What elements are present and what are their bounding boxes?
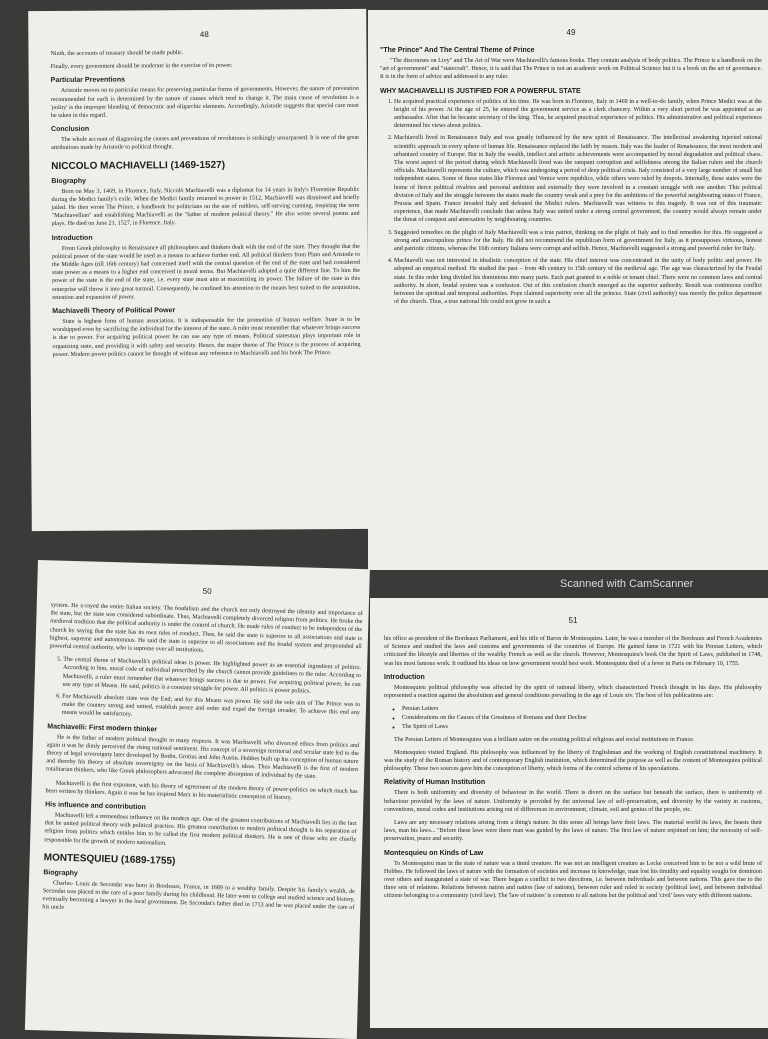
page-50	[25, 560, 370, 1039]
list-item: 2. Machiavelli lived in Renaissance Italy and was greatly influenced by the new spirit of Renaissance. The intellectual awakening injected rational scientific approach in every sphere of human life. Renaissance replaced the faith by reason. Italy was the leader of Renaissance, the most modern and urbanized country of Europe. But in Italy the wealth, intellect and artistic achievements were accompanied by moral degradation and political chaos. The worst aspect of the period during which Machiavelli lived was the rampant corruption and selfishness among the Italian rulers and the church officials. Machiavelli represents the culture, which was undergoing a period of deep political crisis. Italy consisted of a very large number of small but independent states. Some of these states like Florence and Venice were republics, while others were ruled by despots. Internally, these states were the home of fierce political rivalries and personal ambition and externally they were involved in a constant struggle with one another. This political division of Italy and the struggle between the states made the country weak and a prey for the ambitions of the powerful neighbouring states of France, Prussia and Spain. France invaded Italy and defeated the Medici rulers. Machiavelli was witness to this tragedy. It was out of this traumatic experience, that made Machiavelli conclude that unless Italy was united under a strong central government, the country would always remain under the threat of conquest and annexation by neighbouring countries.	[394, 134, 762, 224]
heading: Montesquieu on Kinds of Law	[384, 849, 484, 857]
paragraph: Charles- Louis de Secondat was born in Bordeaux, France, in 1689 to a wealthy family. Despite his family's wealth, de Secondat was placed in the care of a poor family during his childhood. He later went to college and studied science and history, eventually becoming a lawyer in the local government. De Secondat's father died in 1713 and he was placed under the care of his uncle	[42, 880, 355, 912]
heading: Introduction	[51, 234, 93, 242]
paragraph: From Greek philosophy to Renaissance all philosophers and thinkers dealt with the end of the state. They thought that the political power of the state would be used as a means to achieve further end. All political thinkers from Plato and Aristotle to the Middle Ages (till 16th century) had concerned itself with the central question of the end of the state and had considered state power as a means to a higher end conceived in moral terms. But Machiavelli adopted a quite different line. To him the power of the state is the end of the state, i.e. every state must aim at maximizing its power. The failure of the state in this enterprise will throw it into great turmoil. Consequently, he confined his attention to the means best suited to the acquisition, retention and expansion of power.	[51, 243, 361, 301]
works-list	[384, 705, 762, 731]
heading: Relativity of Human Institution	[384, 779, 486, 787]
page-number: 50	[202, 586, 212, 596]
paragraph: Machiavelli left a tremendous influence on the modern age. One of the greatest contributions of Machiavelli lies in the fact that he united political theory with political practice. His greatest contribution to modern political thought is his separation of religion from politics which entitles him to be called the first modern political thinkers. He is one of those who are chiefly responsible for the growth of modern nationalism.	[44, 812, 357, 847]
paragraph: "The discourses on Livy" and The Art of War were Machiavelli's famous books. They contain analysis of body politics. The Prince is a handbook on the "art of government" and "statecraft". Hence, it is said that The Prince is not an academic work on Political Science but it is a book on the art of governance. It is in the form of advice and addressed to any ruler.	[380, 58, 762, 81]
list-item: 3. Suggested remedies on the plight of Italy Machiavelli was a true patriot, thinking on the plight of Italy and to find remedies for this. He suggested a strong and unscrupulous prince for the Italy. He did not recommend the republican form of government for Italy, as it presupposes virtuous, honest and patriotic citizens, whereas the 16th century Italians were corrupt and selfish. Hence, Machiavelli suggested a strong and powerful ruler for Italy.	[394, 229, 762, 254]
heading: "The Prince" And The Central Theme of Prince	[380, 47, 535, 54]
section-title: MONTESQUIEU (1689-1755)	[43, 852, 176, 867]
paragraph: To Montesquieu man in the state of nature was a timid creature. He was not an intelligent creature as Locke conceived him to be nor a wild brute of Hobbes. He followed the laws of nature with the formation of societies and increase in knowledge, man lost his timidity and equality sought for dominion over others and inaugurated a state of war. There began a conflict in two directions, i.e. between individuals and between nations. This gave rise to the three sets of relations. Relations between nation and nation (law of nations), between ruler and ruled in society (political law), and between individual citizens belonging to a community (civil law). The 'law of nations' is common to all nations but the political and 'civil' laws vary with different nations.	[384, 860, 762, 900]
numbered-list	[380, 98, 762, 307]
heading: Biography	[51, 177, 87, 185]
list-item: ◦ Persian Letters	[402, 705, 762, 714]
heading: His influence and contribution	[45, 801, 146, 812]
heading: Conclusion	[50, 125, 90, 134]
paragraph: Machiavelli is the first exponent, with his theory of agreement of the modern theory of power-politics on which much has been written by thinkers. Again it was he has inspired Marx in his materialistic conception of history.	[45, 780, 358, 802]
heading: Particular Preventions	[50, 76, 126, 85]
page-number: 49	[566, 28, 576, 37]
page-51	[370, 598, 768, 1028]
list-item: ◦ Considerations on the Causes of the Greatness of Romans and their Decline	[402, 714, 762, 723]
numbered-list	[48, 656, 362, 726]
section-title: NICCOLO MACHIAVELLI (1469-1527)	[51, 159, 226, 172]
paragraph: There is both uniformity and diversity of behaviour in the world. There is divert on the surface but beneath the surface, there is uniformity of behaviour provided by the laws of nature. Uniformity is provided by the universal law of self-preservation, and diversity by the variety in customs, conventions, moral codes and institutions arising out of differences in environment, climate, soil and genius of the people, etc.	[384, 790, 762, 813]
heading: Machiavelli: First modern thinker	[47, 722, 158, 734]
page-49	[368, 10, 768, 570]
heading: Introduction	[384, 673, 425, 681]
paragraph: system. He x-rayed the entire Italian society. The feudalism and the church not only destroyed the identity and importance of the state, but the state was considered subordinate. Thus, Machiavelli completely divorced religion from politics. He broke the medieval tradition that the political authority is under the control of church. He made rules of conduct to be independent of the church by saying that the state has its own rules of conduct. Thus, he said the state is superior to all associations and state is highest, supreme and autonomous. He said the state is superior to all associations and the feudal system and propounded all powerful central authority, who is supreme over all institutions.	[49, 602, 363, 654]
paragraph: his office as president of the Bordeaux Parliament, and his title of Baron de Montesquieu. Later, he was a member of the Bordeaux and French Academies of Science and studied the laws and customs and governments of the countries of Europe. He gained fame in 1721 with his Persian Letters, which criticized the lifestyle and liberties of the wealthy French as well as the church. However, Montesquieu's book On the Spirit of Laws, published in 1748, was his most famous work. It outlined his ideas on how government would best work. Montesquieu died of a fever in Paris on February 10, 1755.	[384, 636, 762, 667]
list-item: 5. The central theme of Machiavelli's political ideas is power. He highlighted power as an essential ingredient of politics. According to him, moral code of individual prescribed by the church cannot provide guidelines to the ruler. According to Machiavelli, a ruler must remember that whatever brings success is due to power. For acquiring political power, he can use any type of Means. He said, politics is a constant struggle for power. All politics is power politics.	[62, 656, 361, 697]
heading: Biography	[43, 869, 78, 878]
page-number: 48	[199, 29, 209, 39]
paragraph: Born on May 3, 1469, in Florence, Italy, Niccolò Machiavelli was a diplomat for 14 years in Italy's Florentine Republic during the Medici family's exile. When the Medici family returned to power in 1512, Machiavelli was dismissed and briefly jailed. He then wrote The Prince, a handbook for politicians on the use of ruthless, self-serving cunning, inspiring the term "Machiavellian" and establishing Machiavelli as the "father of modern political theory." He also wrote several poems and plays. He died on June 21, 1527, in Florence, Italy.	[51, 186, 360, 228]
paragraph: Montesquieu political philosophy was affected by the spirit of rational liberty, which characterized French thought in his days. His philosophy represented a reaction against the absolutism and general conditions prevailing in the age of Louis xiv. The best of his publications are:	[384, 684, 762, 700]
paragraph: He is the father of modern political thought in many respects. It was Machiavelli who divorced ethics from politics and again it was he dimly perceived the rising national sentiment. His concept of a sovereign territorial and secular state led to the theory of legal sovereignty later developed by Bodin, Grotius and John Austin. Hobbes built up his conception of human nature and thereby his theory of absolute sovereignty on the basis of Machiavelli's ideas. Thus Machiavelli is the first of modern totalitarian thinkers, who like Greek philosophers advocated the complete absorption of individual by the state.	[46, 734, 360, 781]
heading: Machiavelli Theory of Political Power	[52, 307, 176, 316]
paragraph: Aristotle moves on to particular means for preserving particular forms of governments. However, the nature of prevention recommended for each is determined by the nature of causes which tend to change it. The main cause of revolution is a 'polity' is the improper blending of democratic and oligarchic elements. Accordingly, Aristotle suggests that special care must be taken in this regard.	[50, 86, 359, 120]
paragraph: Laws are any necessary relations arising from a thing's nature. In this sense all beings have their laws. The material world its laws, the beasts their laws, man his laws... "Before these laws were there man was guided by the laws of nature. The first law of nature enjoined on him; the necessity of self-preservation, peace and security.	[384, 820, 762, 843]
paragraph: The whole account of diagnosing the causes and preventions of revolutions is strikingly unsurpassed. It is one of the great attributions made by Aristotle to political thought.	[51, 135, 360, 152]
scanner-watermark: Scanned with CamScanner	[560, 578, 694, 590]
list-item: 1. He acquired practical experience of politics of his time. He was born in Florence, Italy in 1469 in a well-to-do family, when Prince Medici was at the height of his power. At the age of 25, he entered the government service as a clerk chancery. Within a very short period he was appointed as an ambassador. After that he became secretary of the king. Thus, he acquired practical experience of politics. His administrative and political experience determined his views about politics.	[394, 98, 762, 131]
paragraph: Montesquieu visited England. His philosophy was influenced by the liberty of Englishman and the working of English constitutional machinery. It was the study of the Roman history and of contemporary English institution, which determined the purpose as well as the content of Montesquieu political philosophy. These two sources gave him the conception of liberty, which forms of the control scheme of his speculations.	[384, 749, 762, 773]
paragraph: Finally, every government should be moderate in the exercise of its power.	[50, 62, 233, 71]
page-number: 51	[568, 616, 578, 625]
paragraph: Ninth, the accounts of treasury should be made public.	[50, 50, 184, 58]
list-item: 6. For Machiavelli absolute state was the End; and for this Means was power. He said the sole aim of The Prince was to make the country strong and united, establish peace and order and expel the foreign invader. To achieve this end any means would be satisfactory.	[62, 693, 361, 726]
list-item: 4. Machiavelli was not interested in idealistic conception of the state. His chief interest was concentrated in the unity of body politic and power. He adopted an empirical method. He studied the past – from 4th century to 15th century of the medieval age. The age was characterized by the Feudal state. In this order king divided his dominions into many parts. Each part granted to a noble or tenant chief. There were no common laws and central authority. In short, feudal system was a confusion. Out of this confusion church emerged as the superior authority. Result was continuous conflict between the spiritual and temporal authorities. Pope claimed superiority over all the princes. State (civil authority) was merely the police department of the church. Thus, a true national life could not grow in such a	[394, 257, 762, 306]
page-48	[28, 9, 370, 531]
heading: WHY MACHIAVELLI IS JUSTIFIED FOR A POWERFUL STATE	[380, 87, 581, 95]
paragraph: State is highest form of human association. It is indispensable for the promotion of human welfare. State is to be worshipped even by sacrificing the individual for the interest of the state. A ruler must remember that whatever brings success is due to power. For acquiring political power he can use any type of means. Political statesman plays important role in organizing state, and providing it with safety and security. Hence, the major theme of The Prince is the process of acquiring power. Modern power politics cannot be thought of without any reference to Machiavelli and his book The Prince.	[52, 316, 361, 358]
paragraph: The Persian Letters of Montesquieu was a brilliant satire on the existing political religious and social institutions in France.	[394, 736, 695, 743]
list-item: ◦ The Spirit of Laws	[402, 723, 762, 732]
